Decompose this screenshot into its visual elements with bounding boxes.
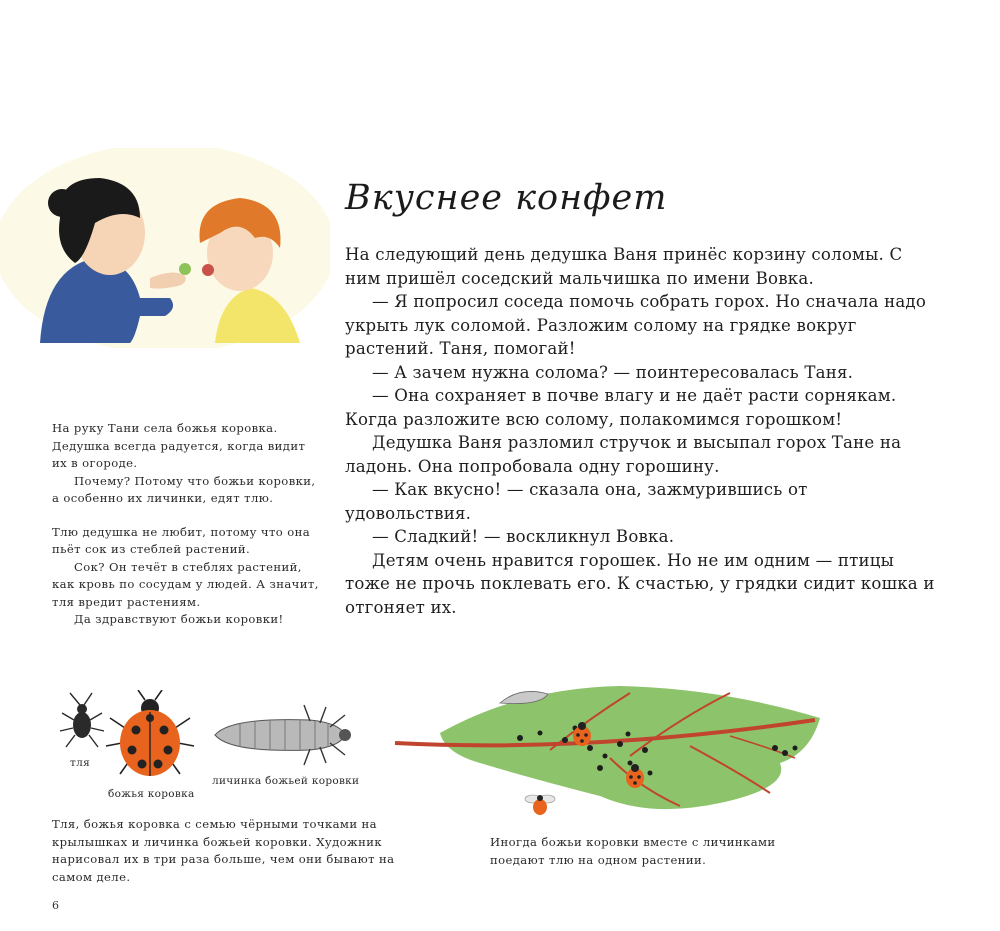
side-caption [52,420,322,629]
side-caption-paragraph: Почему? Потому что божьи коровки, а особенно их личинки, едят тлю. [52,473,316,505]
story-paragraph: — Она сохраняет в почве влагу и не даёт расти сорнякам. Когда разложите всю солому, полакомимся горошком! [345,386,897,429]
story-paragraph: На следующий день дедушка Ваня принёс корзину соломы. С ним пришёл соседский мальчишка по имени Вовка. [345,245,903,288]
side-caption-paragraph: Да здравствуют божьи коровки! [74,612,284,626]
ladybug-label: божья коровка [108,788,195,800]
story-paragraph: — Я попросил соседа помочь собрать горох. Но сначала надо укрыть лук соломой. Разложим солому на грядке вокруг растений. Таня, помогай! [345,292,927,358]
larva-drawing [215,705,351,765]
leaf-blade [440,686,820,809]
page-number: 6 [52,899,59,912]
story-paragraph: — Сладкий! — воскликнул Вовка. [372,527,675,546]
leaf-illustration [390,678,830,828]
aphid-drawing [60,693,104,747]
larva-label: личинка божьей коровки [212,775,360,787]
story-paragraph: — Как вкусно! — сказала она, зажмурившись от удовольствия. [345,480,808,523]
flying-ladybug [525,795,555,815]
leaf-caption: Иногда божьи коровки вместе с личинками поедают тлю на одном растении. [490,835,776,867]
ladybug-drawing [106,690,194,776]
side-caption-block-1 [52,420,322,508]
story-paragraph: Дедушка Ваня разломил стручок и высыпал горох Тане на ладонь. Она попробовала одну горошину. [345,433,902,476]
pea [179,263,191,275]
hero-illustration [0,148,330,348]
side-caption-paragraph: Сок? Он течёт в стеблях растений, как кровь по сосудам у людей. А значит, тля вредит растениям. [52,559,319,609]
story-paragraph: — А зачем нужна солома? — поинтересовалась Таня. [372,362,854,382]
side-caption-block-2 [52,524,322,629]
story-paragraph: Детям очень нравится горошек. Но не им одним — птицы тоже не прочь поклевать его. К счастью, у грядки сидит кошка и отгоняет их. [345,550,935,617]
side-caption-paragraph: На руку Тани села божья коровка. Дедушка всегда радуется, когда видит их в огороде. [52,421,306,470]
aphid-label: тля [70,757,91,769]
page-title: Вкуснее конфет [345,178,668,218]
story-text [345,243,935,619]
insects-caption: Тля, божья коровка с семью чёрными точками на крылышках и личинка божьей коровки. Художник нарисовал их в три раза больше, чем они бывают на самом деле. [52,817,395,884]
insects-illustration [40,690,390,810]
side-caption-paragraph: Тлю дедушка не любит, потому что она пьёт сок из стеблей растений. [52,524,311,556]
